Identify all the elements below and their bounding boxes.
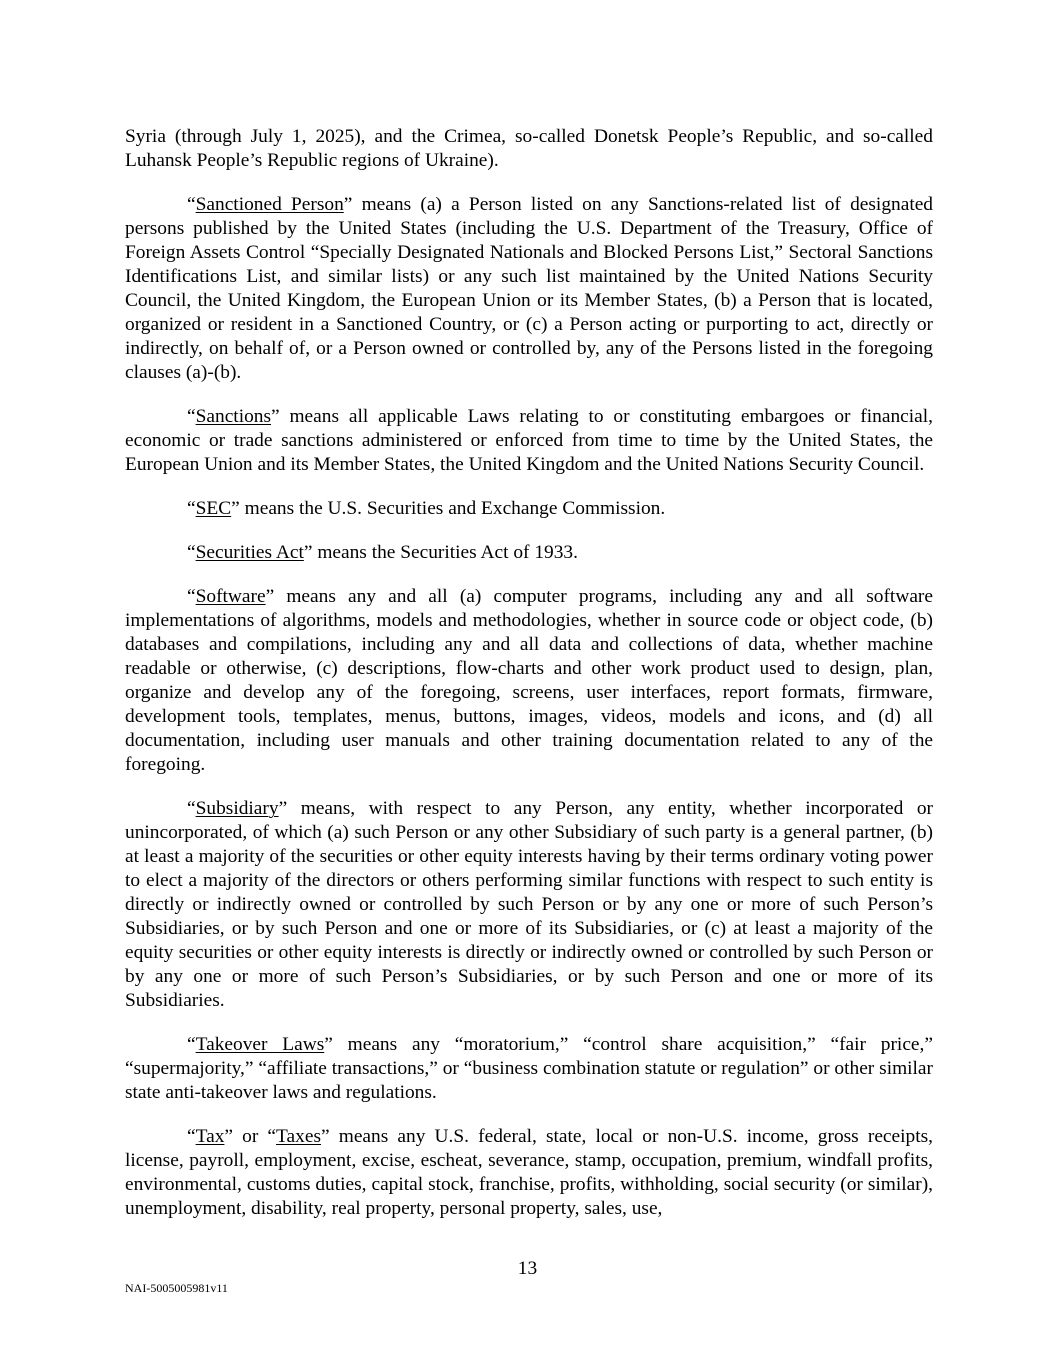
page-number: 13 <box>517 1258 538 1279</box>
definition-subsidiary <box>125 797 933 1013</box>
definition-text: ” means any U.S. federal, state, local or non-U.S. income, gross receipts, license, payroll, employment, excise, escheat, severance, stamp, occupation, premium, windfall profits, environmental, customs duties, capital stock, franchise, profits, withholding, social security (or similar), unemployment, disability, real property, personal property, sales, use, <box>125 1126 934 1219</box>
definition-tax <box>125 1125 933 1221</box>
definition-sanctions <box>125 405 933 477</box>
definition-text: ” means, with respect to any Person, any entity, whether incorporated or unincorporated, of which (a) such Person or any other Subsidiary of such party is a general partner, (b) at least a majority of the securities or other equity interests having by their terms ordinary voting power to elect a majority of the directors or others performing similar functions with respect to such entity is directly or indirectly owned or controlled by such Person or by any one or more of such Person’s Subsidiaries, or by such Person and one or more of its Subsidiaries, or (c) at least a majority of the equity securities or other equity interests is directly or indirectly owned or controlled by such Person or by any one or more of such Person’s Subsidiaries, or by such Person and one or more of its Subsidiaries. <box>125 798 933 1011</box>
term-separator: ” or “ <box>224 1126 277 1147</box>
open-quote: “ <box>187 406 196 427</box>
defined-term-alternate: Taxes <box>276 1126 321 1147</box>
definition-text: ” means the U.S. Securities and Exchange Commission. <box>231 498 666 519</box>
open-quote: “ <box>187 1126 196 1147</box>
definition-text: ” means (a) a Person listed on any Sanctions-related list of designated persons published by the United States (including the U.S. Department of the Treasury, Office of Foreign Assets Control “Specially Designated Nationals and Blocked Persons List,” Sectoral Sanctions Identifications List, and similar lists) or any such list maintained by the United Nations Security Council, the United Kingdom, the European Union or its Member States, (b) a Person that is located, organized or resident in a Sanctioned Country, or (c) a Person acting or purporting to act, directly or indirectly, on behalf of, or a Person owned or controlled by, any of the Persons listed in the foregoing clauses (a)-(b). <box>125 194 934 383</box>
defined-term: Subsidiary <box>195 798 279 819</box>
open-quote: “ <box>187 194 196 215</box>
open-quote: “ <box>187 542 196 563</box>
document-body <box>125 125 933 1241</box>
open-quote: “ <box>187 586 196 607</box>
defined-term: Sanctioned Person <box>195 194 344 215</box>
definition-text: ” means any “moratorium,” “control share acquisition,” “fair price,” “supermajority,” “affiliate transactions,” or “business combination statute or regulation” or other similar state anti-takeover laws and regulations. <box>125 1034 933 1103</box>
open-quote: “ <box>187 1034 196 1055</box>
defined-term: Software <box>195 586 266 607</box>
definition-securities-act <box>125 541 933 565</box>
defined-term: Tax <box>195 1126 225 1147</box>
defined-term: Sanctions <box>195 406 272 427</box>
open-quote: “ <box>187 798 196 819</box>
definition-takeover-laws <box>125 1033 933 1105</box>
defined-term: SEC <box>195 498 232 519</box>
definition-software <box>125 585 933 777</box>
open-quote: “ <box>187 498 196 519</box>
definition-text: ” means all applicable Laws relating to or constituting embargoes or financial, economic or trade sanctions administered or enforced from time to time by the United States, the European Union and its Member States, the United Kingdom and the United Nations Security Council. <box>125 406 933 475</box>
document-id-footer: NAI-5005005981v11 <box>125 1281 228 1295</box>
definition-text: ” means the Securities Act of 1933. <box>303 542 578 563</box>
continuation-paragraph: Syria (through July 1, 2025), and the Crimea, so-called Donetsk People’s Republic, and so-called Luhansk People’s Republic regions of Ukraine). <box>125 126 933 171</box>
definition-text: ” means any and all (a) computer programs, including any and all software implementations of algorithms, models and methodologies, whether in source code or object code, (b) databases and compilations, including any and all data and collections of data, whether machine readable or otherwise, (c) descriptions, flow-charts and other work product used to design, plan, organize and develop any of the foregoing, screens, user interfaces, report formats, firmware, development tools, templates, menus, buttons, images, videos, models and icons, and (d) all documentation, including user manuals and other training documentation related to any of the foregoing. <box>125 586 933 775</box>
definition-sanctioned-person <box>125 193 933 385</box>
defined-term: Takeover Laws <box>195 1034 325 1055</box>
defined-term: Securities Act <box>195 542 304 563</box>
definition-sec <box>125 497 933 521</box>
